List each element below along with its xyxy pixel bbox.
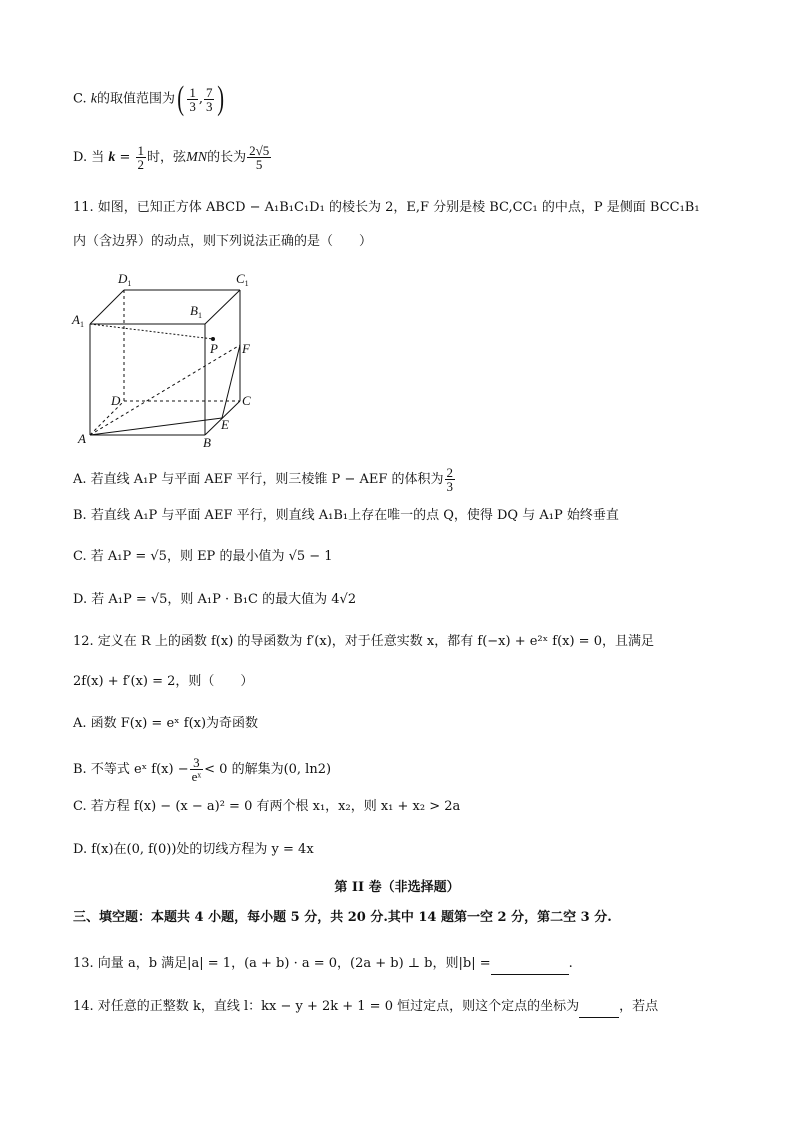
label-d1: $D_1$ bbox=[118, 271, 132, 288]
q13-stem: 13. 向量 a，b 满足|a| = 1，(a + b) · a = 0，(2a + b) ⊥ b，则|b| = . bbox=[73, 954, 573, 975]
q11-option-c: C. 若 A₁P = √5，则 EP 的最小值为 √5 − 1 bbox=[73, 549, 333, 564]
q11-stem-line2: 内（含边界）的动点，则下列说法正确的是（ ） bbox=[73, 234, 373, 249]
q11-option-a: A. 若直线 A₁P 与平面 AEF 平行，则三棱锥 P − AEF 的体积为 $\frac{2}{3}$ bbox=[73, 465, 453, 494]
cube-figure bbox=[68, 267, 268, 452]
label-d: D bbox=[111, 393, 121, 408]
q10-option-c: C. k的取值范围为( $\frac{1}{3}$ , $\frac{7}{3}$ ) bbox=[73, 80, 225, 117]
label-f: F bbox=[242, 341, 250, 356]
q13-answer-blank[interactable] bbox=[491, 954, 569, 975]
q12-option-d: D. f(x)在(0, f(0))处的切线方程为 y = 4x bbox=[73, 842, 314, 857]
q11-option-b: B. 若直线 A₁P 与平面 AEF 平行，则直线 A₁B₁上存在唯一的点 Q，使得 DQ 与 A₁P 始终垂直 bbox=[73, 508, 619, 523]
q12-stem-line2: 2f(x) + f′(x) = 2，则（ ） bbox=[73, 674, 254, 689]
q12-option-c: C. 若方程 f(x) − (x − a)² = 0 有两个根 x₁，x₂，则 x₁ + x₂ > 2a bbox=[73, 799, 461, 814]
q12-option-a: A. 函数 F(x) = eˣ f(x)为奇函数 bbox=[73, 716, 259, 731]
label-a: A bbox=[78, 431, 86, 446]
label-p: P bbox=[210, 341, 218, 356]
part-ii-title: 第 II 卷（非选择题） bbox=[334, 880, 460, 895]
q14-stem: 14. 对任意的正整数 k，直线 l：kx − y + 2k + 1 = 0 恒过定点，则这个定点的坐标为 ，若点 bbox=[73, 997, 658, 1018]
q12-stem-line1: 12. 定义在 R 上的函数 f(x) 的导函数为 f′(x)，对于任意实数 x，都有 f(−x) + e²ˣ f(x) = 0，且满足 bbox=[73, 634, 654, 649]
label-c: C bbox=[242, 393, 251, 408]
label-a1: $A_1$ bbox=[72, 312, 84, 329]
q11-stem-line1: 11. 如图，已知正方体 ABCD − A₁B₁C₁D₁ 的棱长为 2，E,F 分别是棱 BC,CC₁ 的中点，P 是侧面 BCC₁B₁ bbox=[73, 200, 700, 215]
fill-in-section-heading: 三、填空题：本题共 4 小题，每小题 5 分，共 20 分.其中 14 题第一空 2 分，第二空 3 分. bbox=[73, 910, 612, 925]
q12-option-b: B. 不等式 eˣ f(x) − $\frac{3}{\text{eˣ}}$ < 0 的解集为(0, ln2) bbox=[73, 755, 332, 784]
q14-answer-blank[interactable] bbox=[579, 997, 619, 1018]
label-b: B bbox=[203, 435, 211, 450]
label-e: E bbox=[221, 417, 229, 432]
q10-option-d: D. 当 k = $\frac{1}{2}$ 时，弦MN的长为 $\frac{2√5}{5}$ bbox=[73, 143, 270, 172]
q11-option-d: D. 若 A₁P = √5，则 A₁P · B₁C 的最大值为 4√2 bbox=[73, 592, 357, 607]
label-b1: $B_1$ bbox=[190, 303, 202, 320]
label-c1: $C_1$ bbox=[236, 271, 249, 288]
